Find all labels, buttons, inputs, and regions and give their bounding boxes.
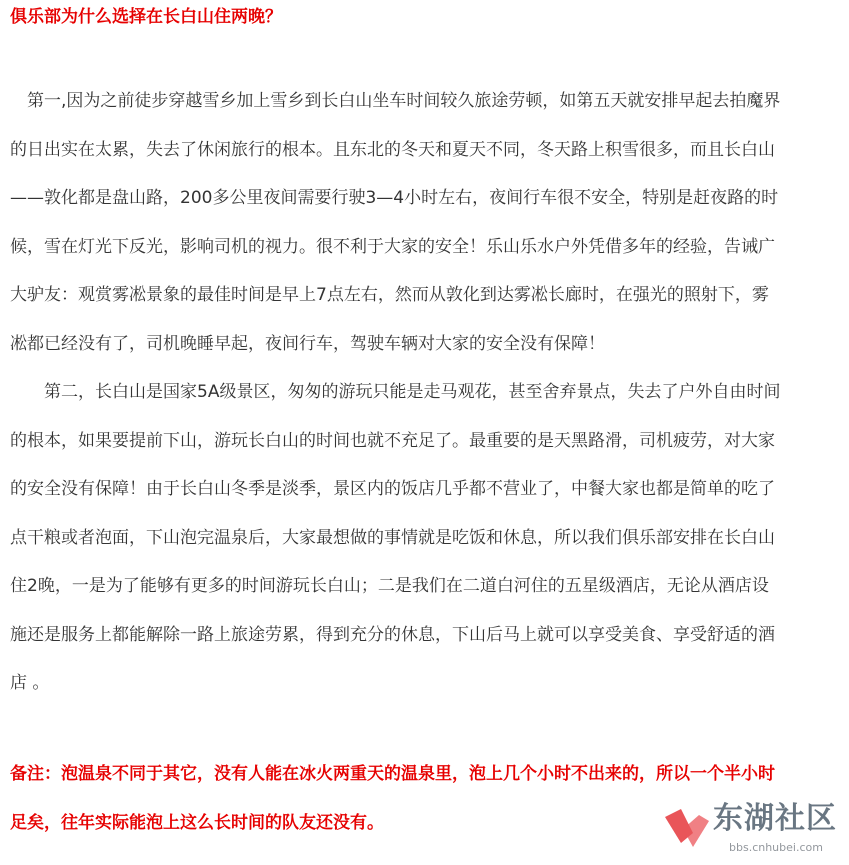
watermark-logo-icon bbox=[663, 803, 713, 853]
paragraph-first-reason bbox=[10, 77, 836, 368]
paragraph-line: 住2晚，一是为了能够有更多的时间游玩长白山；二是我们在二道白河住的五星级酒店，无论从酒店设 bbox=[10, 576, 769, 596]
paragraph-line: 的根本，如果要提前下山，游玩长白山的时间也就不充足了。最重要的是天黑路滑，司机疲劳，对大家 bbox=[10, 430, 775, 451]
paragraph-line: 施还是服务上都能解除一路上旅途劳累，得到充分的休息，下山后马上就可以享受美食、享受舒适的酒 bbox=[10, 624, 775, 645]
paragraph-line: 店 。 bbox=[10, 673, 50, 693]
site-watermark bbox=[663, 799, 843, 861]
paragraph-line: 凇都已经没有了，司机晚睡早起，夜间行车，驾驶车辆对大家的安全没有保障！ bbox=[10, 333, 605, 354]
article-heading: 俱乐部为什么选择在长白山住两晚？ bbox=[10, 7, 282, 27]
paragraph-line: 第一,因为之前徒步穿越雪乡加上雪乡到长白山坐车时间较久旅途劳顿，如第五天就安排早起去拍魔界 bbox=[10, 91, 781, 111]
paragraph-line: 候，雪在灯光下反光，影响司机的视力。很不利于大家的安全！乐山乐水户外凭借多年的经验，告诫广 bbox=[10, 236, 775, 257]
note-line: 备注：泡温泉不同于其它，没有人能在冰火两重天的温泉里，泡上几个小时不出来的，所以一个半小时 bbox=[10, 764, 775, 784]
watermark-url: bbs.cnhubei.com bbox=[729, 841, 823, 854]
watermark-brand: 东湖社区 bbox=[713, 801, 837, 836]
paragraph-line: 的安全没有保障！由于长白山冬季是淡季，景区内的饭店几乎都不营业了，中餐大家也都是简单的吃了 bbox=[10, 479, 775, 499]
paragraph-line: 第二，长白山是国家5A级景区，匆匆的游玩只能是走马观花，甚至舍弃景点，失去了户外自由时间 bbox=[10, 382, 781, 402]
paragraph-line: 大驴友：观赏雾凇景象的最佳时间是早上7点左右，然而从敦化到达雾凇长廊时，在强光的照射下，雾 bbox=[10, 285, 769, 305]
paragraph-second-reason bbox=[10, 368, 836, 708]
paragraph-line: 点干粮或者泡面，下山泡完温泉后，大家最想做的事情就是吃饭和休息，所以我们俱乐部安排在长白山 bbox=[10, 527, 775, 548]
paragraph-line: 的日出实在太累，失去了休闲旅行的根本。且东北的冬天和夏天不同，冬天路上积雪很多，而且长白山 bbox=[10, 139, 775, 160]
note-line: 足矣，往年实际能泡上这么长时间的队友还没有。 bbox=[10, 812, 384, 833]
paragraph-line: ——敦化都是盘山路，200多公里夜间需要行驶3—4小时左右，夜间行车很不安全，特别是赶夜路的时 bbox=[10, 188, 779, 208]
